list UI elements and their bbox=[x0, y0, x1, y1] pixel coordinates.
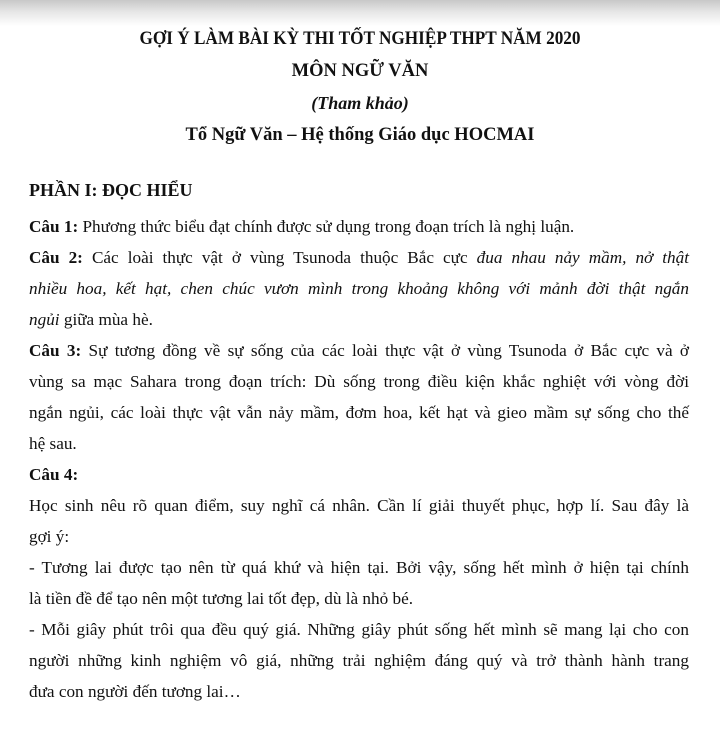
question-4-intro-line-2: gợi ý: bbox=[29, 527, 70, 546]
question-4-bullet-2-line-1: - Mỗi giây phút trôi qua đều quý giá. Những giây phút sống hết mình sẽ mang lại cho con bbox=[29, 620, 689, 639]
question-2-line-1 bbox=[29, 242, 689, 273]
question-3-label: Câu 3: bbox=[29, 341, 82, 360]
question-1 bbox=[29, 211, 689, 242]
subject-title: MÔN NGỮ VĂN bbox=[291, 61, 429, 81]
question-2-text-end: giữa mùa hè. bbox=[59, 310, 153, 329]
question-4-bullet-1-line-2: là tiền đề để tạo nên một tương lai tốt đẹp, dù là nhỏ bé. bbox=[29, 589, 414, 608]
question-4-label bbox=[29, 459, 689, 490]
question-2-line-3 bbox=[29, 304, 689, 335]
question-2-line-2 bbox=[29, 273, 689, 304]
question-2-quote-end: ngủi bbox=[29, 310, 60, 329]
question-3-line-2: vùng sa mạc Sahara trong đoạn trích: Dù sống trong điều kiện khắc nghiệt với vòng đời bbox=[29, 372, 689, 391]
answer-body bbox=[29, 211, 689, 707]
question-2-text: Các loài thực vật ở vùng Tsunoda thuộc Bắc cực bbox=[82, 248, 477, 267]
question-4-bullet-2-line-2: người những kinh nghiệm vô giá, những trải nghiệm đáng quý và trở thành hành trang bbox=[29, 651, 689, 670]
reference-note: (Tham khảo) bbox=[311, 93, 409, 113]
author-line: Tổ Ngữ Văn – Hệ thống Giáo dục HOCMAI bbox=[185, 125, 535, 145]
top-shadow bbox=[0, 0, 720, 26]
question-1-label: Câu 1: bbox=[29, 217, 79, 236]
question-1-text: Phương thức biểu đạt chính được sử dụng trong đoạn trích là nghị luận. bbox=[78, 217, 575, 236]
question-3-text: Sự tương đồng về sự sống của các loài thực vật ở vùng Tsunoda ở Bắc cực và ở bbox=[81, 341, 689, 360]
question-4-bullet-1-line-1: - Tương lai được tạo nên từ quá khứ và hiện tại. Bởi vậy, sống hết mình ở hiện tại chính bbox=[29, 558, 689, 577]
section-heading: PHẦN I: ĐỌC HIỂU bbox=[29, 180, 193, 200]
question-3-line-3: ngắn ngủi, các loài thực vật vẫn nảy mầm, đơm hoa, kết hạt và gieo mầm sự sống cho thế bbox=[29, 403, 689, 422]
question-2-label: Câu 2: bbox=[29, 248, 83, 267]
question-3-line-1 bbox=[29, 335, 689, 366]
question-4-label-text: Câu 4: bbox=[29, 465, 79, 484]
question-2-quote-cont: nhiều hoa, kết hạt, chen chúc vươn mình trong khoảng không với mảnh đời thật ngắn bbox=[29, 279, 689, 298]
question-3-line-4: hệ sau. bbox=[29, 434, 77, 453]
document-title: GỢI Ý LÀM BÀI KỲ THI TỐT NGHIỆP THPT NĂM 2020 bbox=[139, 29, 581, 49]
question-4-intro-line-1: Học sinh nêu rõ quan điểm, suy nghĩ cá nhân. Cần lí giải thuyết phục, hợp lí. Sau đây là bbox=[29, 496, 689, 515]
question-4-bullet-2-line-3: đưa con người đến tương lai… bbox=[29, 682, 241, 701]
question-2-quote: đua nhau nảy mầm, nở thật bbox=[476, 248, 689, 267]
